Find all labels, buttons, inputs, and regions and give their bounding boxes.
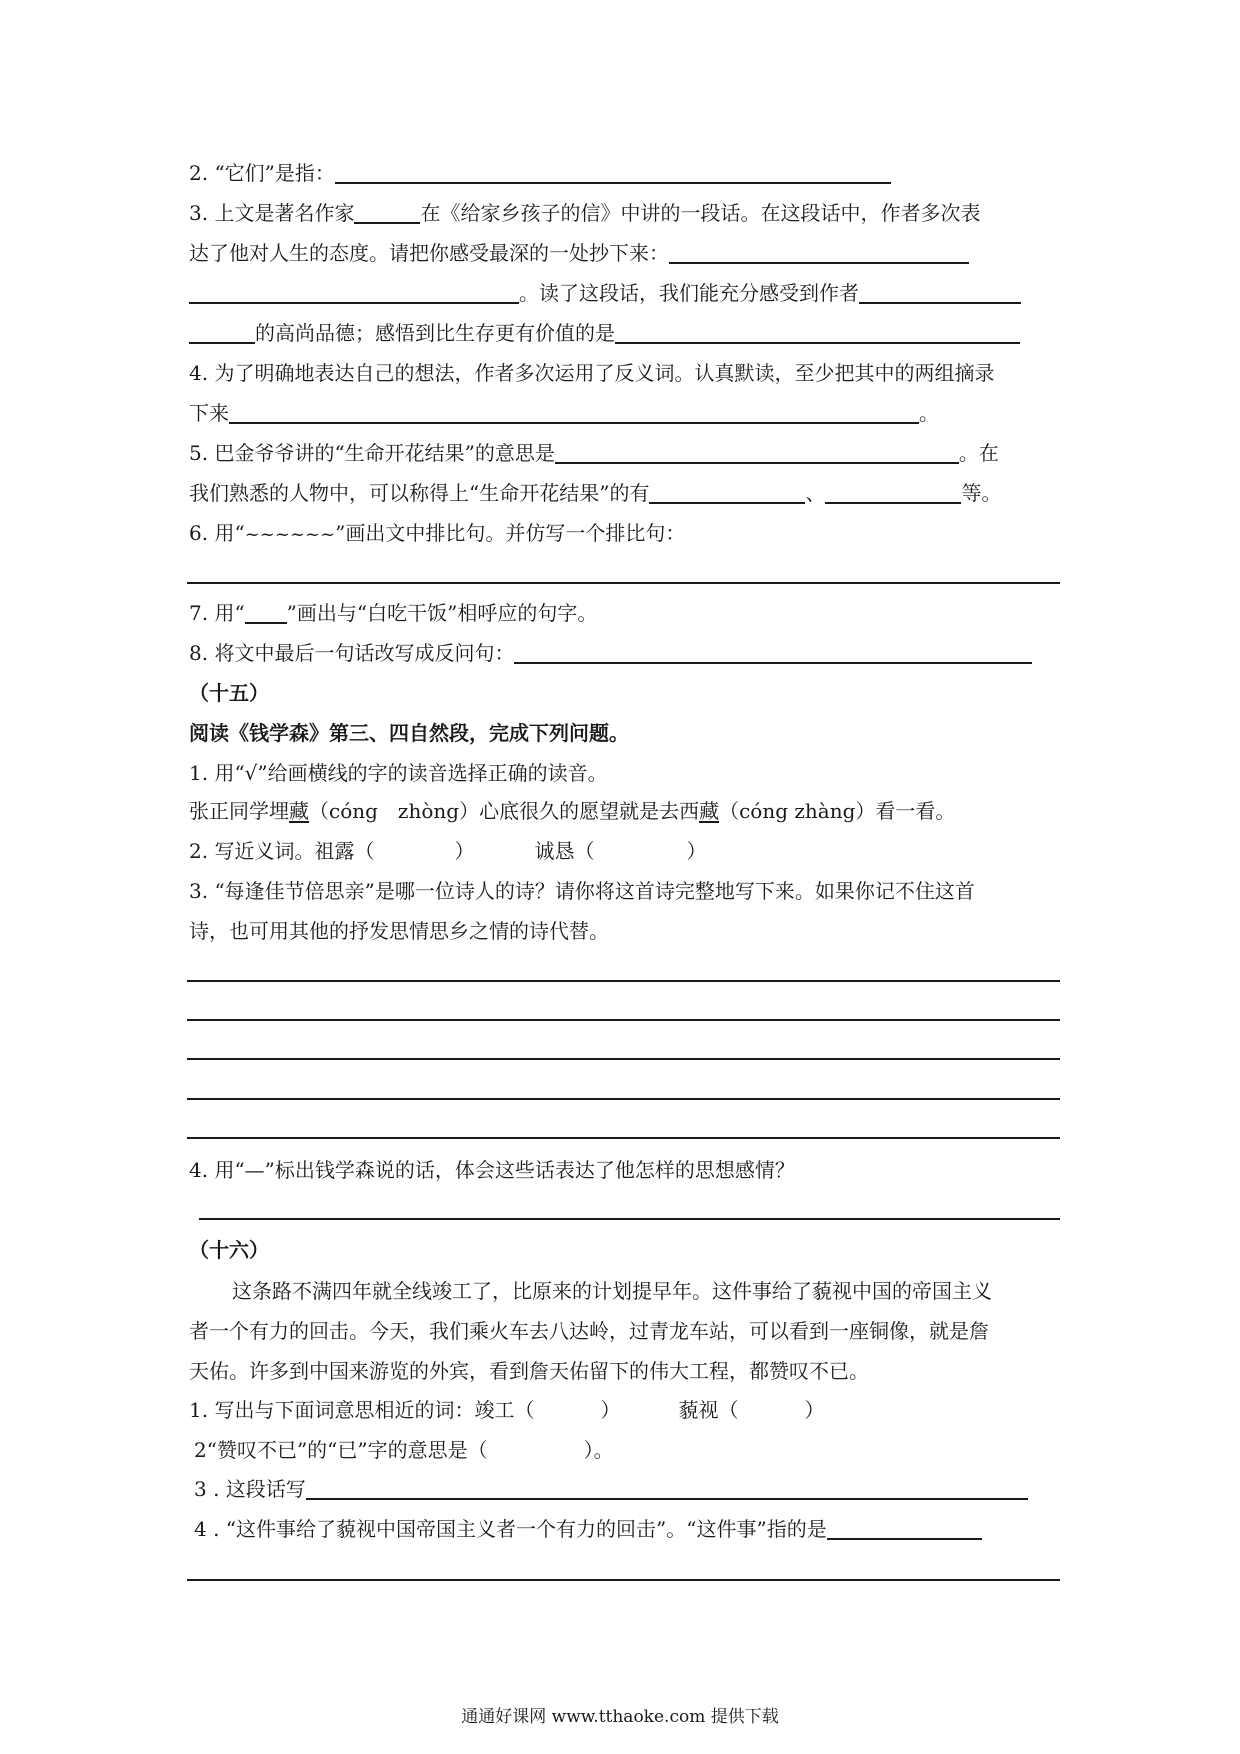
s14-q5-meaning-blank[interactable] — [555, 442, 959, 464]
s16-passage-line-3: 天佑。许多到中国来游览的外宾，看到詹天佑留下的伟大工程，都赞叹不已。 — [189, 1359, 869, 1383]
s14-q3-line3: 。读了这段话，我们能充分感受到作者 — [189, 281, 1021, 305]
s16-passage-line-1: 这条路不满四年就全线竣工了，比原来的计划提早年。这件事给了藐视中国的帝国主义 — [232, 1279, 992, 1303]
s14-q3-line4: 的高尚品德；感悟到比生存更有价值的是 — [189, 321, 1020, 345]
s15-q3-line2: 诗，也可用其他的抒发思情思乡之情的诗代替。 — [189, 919, 609, 943]
s16-q4-answer-line[interactable] — [187, 1579, 1060, 1581]
s14-q6: 6. 用“~~~~~~”画出文中排比句。并仿写一个排比句： — [189, 521, 686, 545]
s14-q5-person-blank-2[interactable] — [825, 482, 961, 504]
s14-q7: 7. 用“ ”画出与“白吃干饭”相呼应的句字。 — [189, 601, 598, 625]
s15-q3-answer-line-2[interactable] — [187, 1019, 1060, 1021]
s15-q3-answer-line-1[interactable] — [187, 980, 1060, 982]
s15-q3-answer-line-5[interactable] — [187, 1137, 1060, 1139]
s14-q3-copy-blank[interactable] — [669, 242, 969, 264]
page-footer: 通通好课网 www.tthaoke.com 提供下载 — [461, 1707, 779, 1727]
s15-q1: 1. 用“√”给画横线的字的读音选择正确的读音。 — [189, 761, 608, 785]
s16-heading: （十六） — [189, 1238, 269, 1262]
s16-q4: 4 . “这件事给了藐视中国帝国主义者一个有力的回击”。“这件事”指的是 — [194, 1517, 982, 1541]
s15-q3-line1: 3. “每逢佳节倍思亲”是哪一位诗人的诗？请你将这首诗完整地写下来。如果你记不住这首 — [189, 879, 975, 903]
underlined-char-1: 藏 — [289, 799, 309, 823]
s16-passage-line-2: 者一个有力的回击。今天，我们乘火车去八达岭，过青龙车站，可以看到一座铜像，就是詹 — [189, 1319, 989, 1343]
s14-q3-value-blank[interactable] — [615, 322, 1020, 344]
s14-q3-author-blank[interactable] — [354, 202, 420, 224]
s14-q8: 8. 将文中最后一句话改写成反问句： — [189, 641, 1032, 665]
s14-q3-line2: 达了他对人生的态度。请把你感受最深的一处抄下来： — [189, 241, 969, 265]
s14-q4-antonym-blank[interactable] — [229, 402, 919, 424]
s14-q8-answer-blank[interactable] — [514, 642, 1032, 664]
s16-q3: 3 . 这段话写 — [194, 1477, 1028, 1501]
s14-q2-answer-blank[interactable] — [335, 162, 891, 184]
s14-q4-line2: 下来 。 — [189, 401, 939, 425]
s14-q6-answer-line[interactable] — [187, 582, 1060, 584]
wavy-line-mark: ~~~~~~ — [244, 524, 336, 545]
s15-q3-answer-line-3[interactable] — [187, 1058, 1060, 1060]
s16-q4-answer-blank[interactable] — [827, 1518, 982, 1540]
s15-q2: 2. 写近义词。祖露（ ） 诚恳（ ） — [189, 839, 707, 863]
s16-q1: 1. 写出与下面词意思相近的词：竣工（ ） 藐视（ ） — [189, 1398, 825, 1422]
underline-mark — [245, 602, 287, 624]
s16-q3-answer-blank[interactable] — [306, 1478, 1028, 1500]
s15-q3-answer-line-4[interactable] — [187, 1098, 1060, 1100]
s14-q3-quality-blank[interactable] — [859, 282, 1021, 304]
s16-q2: 2“赞叹不已”的“已”字的意思是（ ）。 — [194, 1438, 614, 1462]
s15-q1-sentence: 张正同学埋藏（cóng zhòng）心底很久的愿望就是去西藏（cóng zhàng）看一看。 — [189, 799, 956, 823]
s14-q5-line1: 5. 巴金爷爷讲的“生命开花结果”的意思是 。在 — [189, 441, 999, 465]
s14-q2 — [189, 161, 891, 185]
s14-q2-text: 2. “它们”是指： — [189, 161, 335, 185]
s15-heading: （十五） — [189, 681, 269, 705]
underlined-char-2: 藏 — [699, 799, 720, 823]
s14-q5-line2: 我们熟悉的人物中，可以称得上“生命开花结果”的有 、 等。 — [189, 481, 1002, 505]
s15-instruction: 阅读《钱学森》第三、四自然段，完成下列问题。 — [189, 721, 629, 745]
s14-q3-line1: 3. 上文是著名作家 在《给家乡孩子的信》中讲的一段话。在这段话中，作者多次表 — [189, 201, 981, 225]
s14-q5-person-blank-1[interactable] — [649, 482, 805, 504]
s15-q4-answer-line[interactable] — [199, 1218, 1060, 1220]
s15-q4: 4. 用“—”标出钱学森说的话，体会这些话表达了他怎样的思想感情？ — [189, 1158, 795, 1182]
s14-q3-quality-blank-2[interactable] — [189, 322, 255, 344]
s14-q3-copy-blank-2[interactable] — [189, 282, 519, 304]
s14-q4-line1: 4. 为了明确地表达自己的想法，作者多次运用了反义词。认真默读，至少把其中的两组摘录 — [189, 361, 995, 385]
